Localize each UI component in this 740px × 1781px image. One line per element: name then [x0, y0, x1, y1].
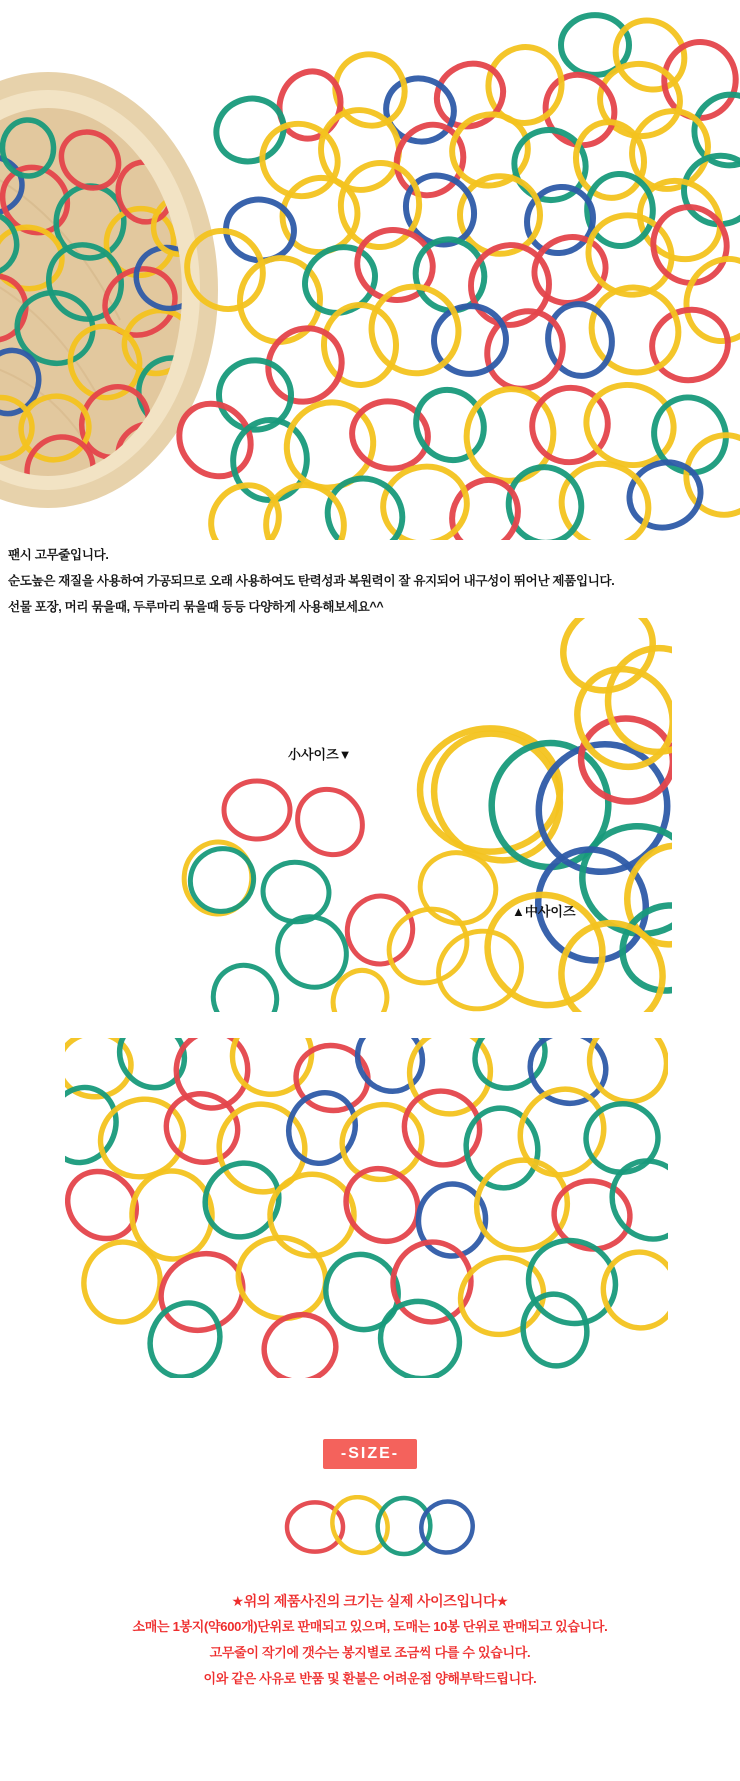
size-section-badge: -SIZE- — [323, 1439, 417, 1469]
pile-rubber-bands — [65, 1038, 668, 1378]
actual-size-sample-photo — [280, 1495, 475, 1565]
rubber-band-ring — [518, 1289, 593, 1371]
rubber-band-ring — [585, 172, 654, 247]
rubber-band-ring — [276, 1081, 367, 1175]
rubber-band-ring — [341, 890, 419, 970]
rubber-band-ring — [597, 1146, 668, 1253]
description-line: 순도높은 재질을 사용하여 가공되므로 오래 사용하여도 탄력성과 복원력이 잘 유지되어 내구성이 뛰어난 제품입니다. — [8, 574, 615, 588]
notice-line: ★위의 제품사진의 크기는 실제 사이즈입니다★ — [231, 1593, 509, 1609]
rubber-band-ring — [325, 963, 395, 1012]
rubber-band-ring — [269, 1174, 354, 1257]
medium-size-bands — [408, 618, 672, 1012]
notice-line: 소매는 1봉지(약600개)단위로 판매되고 있으며, 도매는 10봉 단위로 판매되고 있습니다. — [132, 1619, 608, 1634]
hero-product-photo — [0, 0, 740, 540]
medium-size-label: ▲中사이즈 — [512, 904, 576, 919]
product-description — [8, 542, 614, 620]
description-line: 선물 포장, 머리 묶을때, 두루마리 묶을때 등등 다양하게 사용해보세요^^ — [8, 600, 384, 614]
rubber-band-ring — [207, 1092, 316, 1203]
scattered-rubber-bands — [165, 6, 740, 540]
small-size-bands — [178, 776, 534, 1012]
rubber-band-ring — [548, 618, 669, 707]
size-comparison-canvas — [160, 618, 672, 1012]
small-size-label: 小사이즈▼ — [288, 747, 352, 762]
rubber-band-ring — [390, 1077, 493, 1179]
rubber-band-ring — [674, 424, 740, 527]
hero-photo-canvas — [0, 0, 740, 540]
size-comparison-photo — [160, 618, 672, 1012]
rubber-band-ring — [349, 221, 442, 309]
rubber-band-ring — [197, 472, 292, 540]
rubber-band-ring — [582, 1100, 662, 1177]
notice-line: 고무줄이 작기에 갯수는 봉지별로 조금씩 다를 수 있습니다. — [209, 1645, 531, 1660]
rubber-band-ring — [202, 954, 288, 1012]
description-line: 팬시 고무줄입니다. — [8, 548, 109, 562]
rubber-band-ring — [76, 1234, 168, 1329]
rubber-band-ring — [459, 1142, 586, 1268]
rubber-band-ring — [680, 80, 740, 180]
rubber-band-ring — [178, 836, 267, 924]
rubber-band-ring — [376, 1496, 432, 1556]
pile-photo-canvas — [65, 1038, 668, 1378]
sample-rubber-bands — [287, 1495, 475, 1564]
rubber-band-ring — [259, 858, 333, 926]
notice-line: 이와 같은 사유로 반품 및 환불은 어려운점 양해부탁드립니다. — [203, 1671, 537, 1686]
rubber-band-ring — [224, 781, 290, 839]
rubber-band-ring — [284, 776, 376, 868]
rubber-band-ring — [379, 71, 462, 150]
sales-notice — [0, 1588, 740, 1692]
pile-product-photo — [65, 1038, 668, 1378]
sample-rings-canvas — [280, 1495, 475, 1565]
